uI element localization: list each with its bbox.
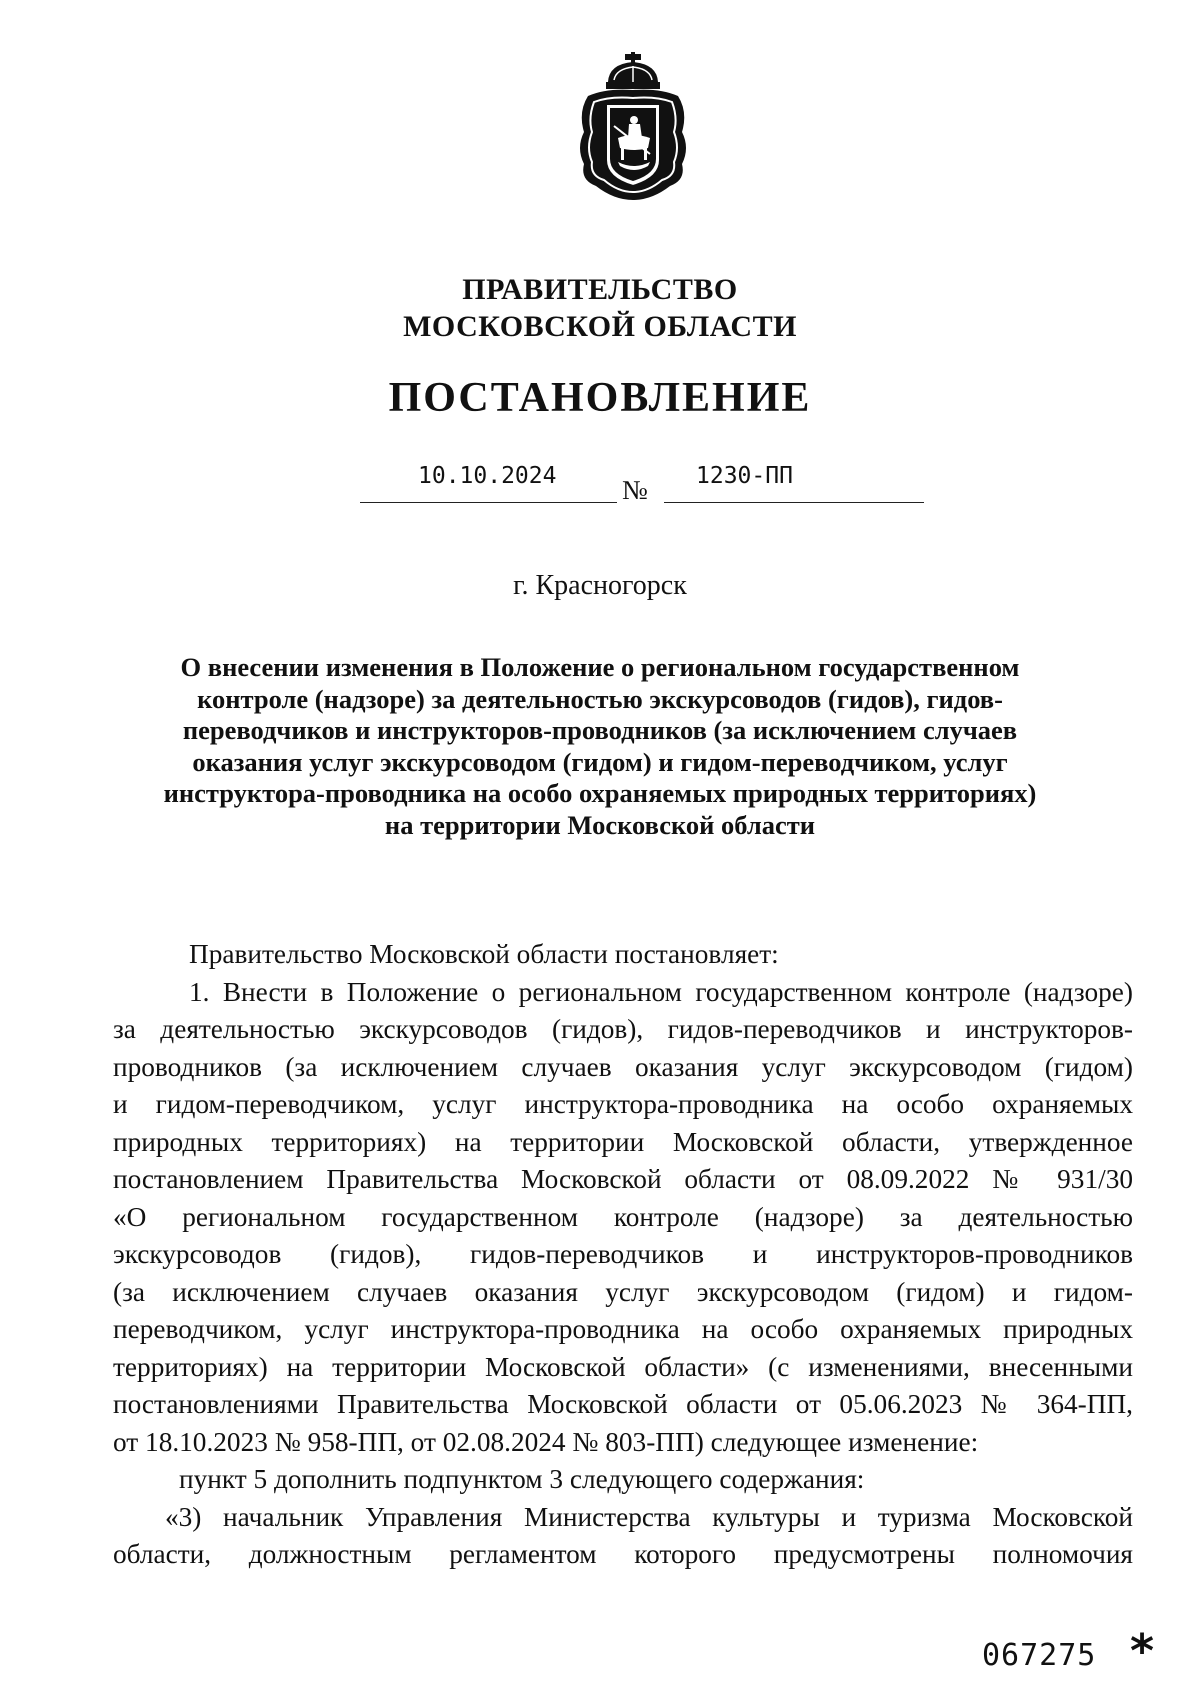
title-line: контроле (надзоре) за деятельностью экскурсоводов (гидов), гидов- [197, 683, 1003, 714]
body-line: экскурсоводов (гидов), гидов-переводчиков и инструкторов-проводников [113, 1239, 1133, 1269]
org-name-line2: МОСКОВСКОЙ ОБЛАСТИ [403, 310, 797, 343]
body-line: «3) начальник Управления Министерства культуры и туризма Московской [165, 1501, 1133, 1532]
body-line: проводников (за исключением случаев оказания услуг экскурсоводом (гидом) [113, 1051, 1133, 1082]
star-mark: * [1130, 1624, 1155, 1678]
body-line: от 18.10.2023 № 958-ПП, от 02.08.2024 № 803-ПП) следующее изменение: [113, 1426, 979, 1457]
document-body [113, 936, 1133, 1574]
city-name: г. Красногорск [513, 570, 687, 601]
body-line: природных территориях) на территории Московской области, утвержденное [113, 1126, 1133, 1157]
document-date: 10.10.2024 [418, 463, 557, 489]
document-title [120, 652, 1080, 841]
number-sign: № [622, 475, 648, 505]
coat-of-arms-icon [574, 52, 692, 202]
body-line: области, должностным регламентом которого предусмотрены полномочия [113, 1539, 1133, 1569]
body-line: 1. Внести в Положение о региональном государственном контроле (надзоре) [189, 976, 1133, 1007]
title-line: на территории Московской области [384, 809, 816, 840]
body-line: территориях) на территории Московской области» (с изменениями, внесенными [113, 1351, 1133, 1382]
body-line: Правительство Московской области постановляет: [189, 939, 779, 969]
body-line: (за исключением случаев оказания услуг экскурсоводом (гидом) и гидом- [113, 1276, 1133, 1307]
title-line: О внесении изменения в Положение о региональном государственном [180, 652, 1020, 682]
body-line: «О региональном государственном контроле (надзоре) за деятельностью [113, 1201, 1133, 1232]
document-type: ПОСТАНОВЛЕНИЕ [388, 375, 812, 421]
number-underline [664, 502, 924, 503]
body-line: за деятельностью экскурсоводов (гидов), гидов-переводчиков и инструкторов- [113, 1014, 1133, 1044]
body-line: постановлениями Правительства Московской области от 05.06.2023 № 364-ПП, [113, 1389, 1133, 1419]
title-line: переводчиков и инструкторов-проводников (за исключением случаев [182, 715, 1018, 745]
date-underline [360, 502, 617, 503]
title-line: инструктора-проводника на особо охраняемых природных территориях) [163, 778, 1037, 808]
body-line: постановлением Правительства Московской области от 08.09.2022 № 931/30 [113, 1164, 1133, 1194]
body-line: и гидом-переводчиком, услуг инструктора-проводника на особо охраняемых [113, 1089, 1133, 1119]
org-name-line1: ПРАВИТЕЛЬСТВО [462, 273, 738, 306]
title-line: оказания услуг экскурсоводом (гидом) и гидом-переводчиком, услуг [192, 746, 1008, 777]
body-line: пункт 5 дополнить подпунктом 3 следующего содержания: [179, 1464, 865, 1494]
body-line: переводчиком, услуг инструктора-проводника на особо охраняемых природных [113, 1314, 1133, 1344]
document-number: 1230-ПП [696, 463, 793, 489]
page-serial-number: 067275 [982, 1638, 1097, 1673]
